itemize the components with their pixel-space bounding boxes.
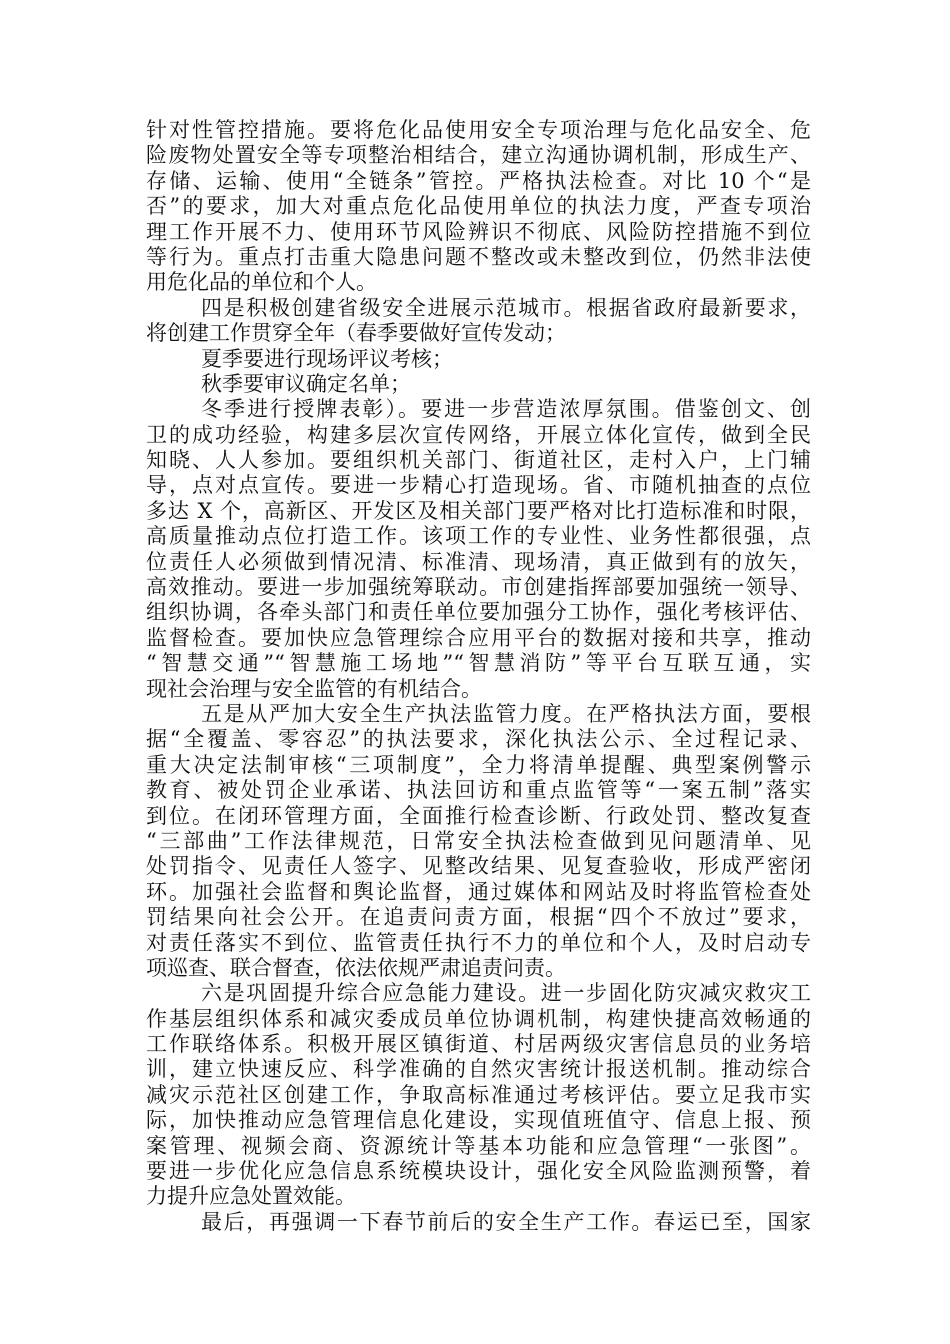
text-line: 存储、运输、使用“全链条”管控。严格执法检查。对比 10 个“是 (146, 168, 811, 193)
text-line: 险废物处置安全等专项整治相结合，建立沟通协调机制，形成生产、 (146, 143, 811, 168)
text-line: 处罚指令、见责任人签字、见整改结果、见复查验收，形成严密闭 (146, 854, 811, 879)
text-line: “三部曲”工作法律规范，日常安全执法检查做到见问题清单、见 (146, 828, 811, 853)
text-line: 针对性管控措施。要将危化品使用安全专项治理与危化品安全、危 (146, 118, 811, 142)
text-line: 理工作开展不力、使用环节风险辨识不彻底、风险防控措施不到位 (146, 219, 811, 244)
document-body (146, 118, 811, 1235)
text-line: 知晓、人人参加。要组织机关部门、街道社区，走村入户，上门辅 (146, 448, 811, 473)
text-line: 否”的要求，加大对重点危化品使用单位的执法力度，严查专项治 (146, 194, 811, 219)
text-line: 监督检查。要加快应急管理综合应用平台的数据对接和共享，推动 (146, 625, 811, 650)
text-line: 对责任落实不到位、监管责任执行不力的单位和个人，及时启动专 (146, 930, 811, 955)
text-line: 减灾示范社区创建工作，争取高标准通过考核评估。要立足我市实 (146, 1082, 811, 1107)
text-line: 导，点对点宣传。要进一步精心打造现场。省、市随机抽查的点位 (146, 473, 811, 498)
text-line: 等行为。重点打击重大隐患问题不整改或未整改到位，仍然非法使 (146, 244, 811, 269)
text-line: 五是从严加大安全生产执法监管力度。在严格执法方面，要根 (201, 701, 811, 726)
text-line: 最后，再强调一下春节前后的安全生产工作。春运已至，国家 (201, 1209, 811, 1234)
text-line: 作基层组织体系和减灾委成员单位协调机制，构建快捷高效畅通的 (146, 1006, 811, 1031)
text-line: 位责任人必须做到情况清、标准清、现场清，真正做到有的放矢， (146, 549, 811, 574)
text-line: 六是巩固提升综合应急能力建设。进一步固化防灾减灾救灾工 (201, 981, 811, 1006)
text-line: 据“全覆盖、零容忍”的执法要求，深化执法公示、全过程记录、 (146, 727, 811, 752)
text-line: 夏季要进行现场评议考核； (201, 346, 453, 371)
text-line: “智慧交通”“智慧施工场地”“智慧消防”等平台互联互通，实 (146, 651, 811, 676)
text-line: 罚结果向社会公开。在追责问责方面，根据“四个不放过”要求， (146, 905, 811, 930)
text-line: 际，加快推动应急管理信息化建设，实现值班值守、信息上报、预 (146, 1108, 811, 1133)
text-line: 秋季要审议确定名单； (201, 371, 411, 396)
text-line: 训，建立快速反应、科学准确的自然灾害统计报送机制。推动综合 (146, 1057, 811, 1082)
text-line: 力提升应急处置效能。 (146, 1184, 356, 1209)
text-line: 项巡查、联合督查，依法依规严肃追责问责。 (146, 955, 566, 980)
text-line: 多达 X 个，高新区、开发区及相关部门要严格对比打造标准和时限， (146, 498, 811, 523)
text-line: 高质量推动点位打造工作。该项工作的专业性、业务性都很强，点 (146, 524, 811, 549)
text-line: 冬季进行授牌表彰）。要进一步营造浓厚氛围。借鉴创文、创 (201, 397, 811, 422)
text-line: 高效推动。要进一步加强统筹联动。市创建指挥部要加强统一领导、 (146, 575, 811, 600)
text-line: 到位。在闭环管理方面，全面推行检查诊断、行政处罚、整改复查 (146, 803, 811, 828)
text-line: 要进一步优化应急信息系统模块设计，强化安全风险监测预警，着 (146, 1159, 811, 1184)
text-line: 环。加强社会监督和舆论监督，通过媒体和网站及时将监管检查处 (146, 879, 811, 904)
text-line: 四是积极创建省级安全进展示范城市。根据省政府最新要求， (201, 295, 811, 320)
text-line: 组织协调，各牵头部门和责任单位要加强分工协作，强化考核评估、 (146, 600, 811, 625)
text-line: 案管理、视频会商、资源统计等基本功能和应急管理“一张图”。 (146, 1133, 811, 1158)
text-line: 重大决定法制审核“三项制度”，全力将清单提醒、典型案例警示 (146, 752, 811, 777)
text-line: 工作联络体系。积极开展区镇街道、村居两级灾害信息员的业务培 (146, 1032, 811, 1057)
text-line: 用危化品的单位和个人。 (146, 270, 377, 295)
text-line: 将创建工作贯穿全年（春季要做好宣传发动； (146, 321, 566, 346)
text-line: 现社会治理与安全监管的有机结合。 (146, 676, 482, 701)
text-line: 教育、被处罚企业承诺、执法回访和重点监管等“一案五制”落实 (146, 778, 811, 803)
text-line: 卫的成功经验，构建多层次宣传网络，开展立体化宣传，做到全民 (146, 422, 811, 447)
